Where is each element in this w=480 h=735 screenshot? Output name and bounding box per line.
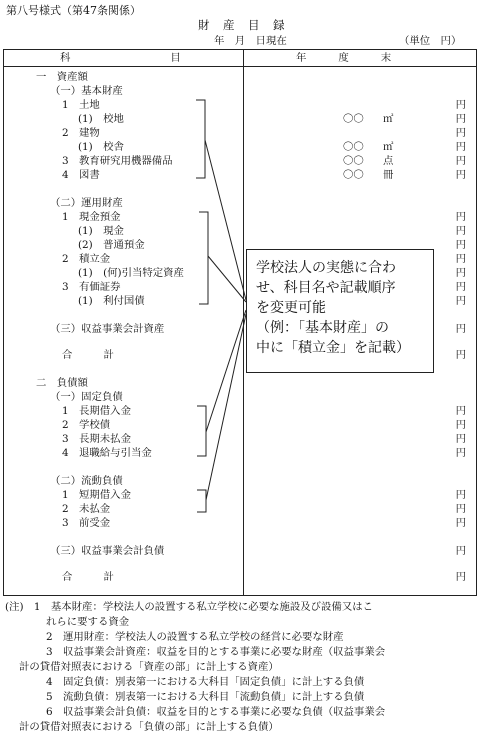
yen-unit: 円 — [455, 113, 466, 125]
header-divider — [4, 66, 476, 67]
notes-section — [5, 600, 477, 735]
quantity-placeholder: 〇〇 — [343, 113, 364, 125]
account-row-label: (1) 校地 — [78, 113, 124, 125]
quantity-unit: 点 — [383, 155, 394, 167]
quantity-unit: 冊 — [383, 169, 394, 181]
yen-unit: 円 — [455, 169, 466, 181]
yen-unit: 円 — [455, 489, 466, 501]
yen-unit: 円 — [455, 433, 466, 445]
yen-unit: 円 — [455, 211, 466, 223]
column-divider — [243, 50, 244, 595]
account-row-label: 3 教育研究用機器備品 — [62, 155, 173, 167]
account-row-label: 合 計 — [62, 349, 114, 361]
note-line: 6 収益事業会計負債：収益を目的とする事業に必要な負債（収益事業会 — [46, 706, 386, 718]
account-row-label: （一）固定負債 — [50, 391, 123, 403]
quantity-placeholder: 〇〇 — [343, 155, 364, 167]
account-row-label: 4 図書 — [62, 169, 100, 181]
note-line: 3 収益事業会計資産：収益を目的とする事業に必要な財産（収益事業会 — [46, 646, 386, 658]
document-title: 財 産 目 録 — [198, 18, 286, 32]
callout-line: 中に「積立金」を記載） — [256, 340, 410, 356]
yen-unit: 円 — [455, 155, 466, 167]
account-row-label: (1) 利付国債 — [78, 295, 145, 307]
account-row-label: （二）流動負債 — [50, 475, 123, 487]
yen-unit: 円 — [455, 447, 466, 459]
quantity-unit: ㎡ — [383, 141, 394, 153]
note-line: 5 流動負債：別表第一における大科目「流動負債」に計上する負債 — [46, 691, 365, 703]
account-row-label: (1) 校舎 — [78, 141, 124, 153]
account-row-label: 1 短期借入金 — [62, 489, 131, 501]
note-line: (注) 1 基本財産：学校法人の設置する私立学校に必要な施設及び設備又はこ — [5, 601, 373, 613]
account-row-label: 1 土地 — [62, 99, 100, 111]
column-header-fiscal-year: 年度末 — [296, 52, 424, 64]
yen-unit: 円 — [455, 323, 466, 335]
yen-unit: 円 — [455, 225, 466, 237]
account-row-label: 2 未払金 — [62, 503, 111, 515]
callout-line: を変更可能 — [256, 300, 326, 316]
account-row-label: 合 計 — [62, 571, 114, 583]
unit-label: （単位 円） — [399, 35, 462, 47]
account-row-label: 2 建物 — [62, 127, 100, 139]
quantity-placeholder: 〇〇 — [343, 141, 364, 153]
yen-unit: 円 — [455, 141, 466, 153]
account-row-label: 一 資産額 — [36, 71, 88, 83]
account-row-label: 3 長期未払金 — [62, 433, 131, 445]
account-row-label: (2) 普通預金 — [78, 239, 145, 251]
account-row-label: （二）運用財産 — [50, 197, 123, 209]
yen-unit: 円 — [455, 517, 466, 529]
account-row-label: （三）収益事業会計負債 — [50, 545, 165, 557]
quantity-placeholder: 〇〇 — [343, 169, 364, 181]
note-line: 2 運用財産：学校法人の設置する私立学校の経営に必要な財産 — [46, 631, 344, 643]
account-row-label: 2 積立金 — [62, 253, 111, 265]
yen-unit: 円 — [455, 295, 466, 307]
callout-line: （例：「基本財産」の — [256, 320, 389, 336]
yen-unit: 円 — [455, 281, 466, 293]
yen-unit: 円 — [455, 503, 466, 515]
account-row-label: (1) (何)引当特定資産 — [78, 267, 184, 279]
yen-unit: 円 — [455, 99, 466, 111]
annotation-callout — [246, 249, 434, 373]
account-row-label: 3 前受金 — [62, 517, 111, 529]
account-row-label: 3 有価証券 — [62, 281, 121, 293]
quantity-unit: ㎡ — [383, 113, 394, 125]
yen-unit: 円 — [455, 545, 466, 557]
note-line: れらに要する資金 — [46, 616, 130, 628]
account-row-label: （一）基本財産 — [50, 85, 123, 97]
note-line: 計の貸借対照表における「資産の部」に計上する資産） — [19, 661, 279, 673]
account-row-label: 二 負債額 — [36, 377, 88, 389]
account-row-label: 4 退職給与引当金 — [62, 447, 152, 459]
account-row-label: 1 現金預金 — [62, 211, 121, 223]
form-label: 第八号様式（第47条関係） — [6, 4, 141, 17]
account-row-label: 1 長期借入金 — [62, 405, 131, 417]
yen-unit: 円 — [455, 349, 466, 361]
account-row-label: (1) 現金 — [78, 225, 124, 237]
account-row-label: （三）収益事業会計資産 — [50, 323, 165, 335]
yen-unit: 円 — [455, 239, 466, 251]
yen-unit: 円 — [455, 253, 466, 265]
yen-unit: 円 — [455, 419, 466, 431]
column-header-subject: 科目 — [60, 52, 281, 64]
yen-unit: 円 — [455, 405, 466, 417]
callout-line: 学校法人の実態に合わ — [256, 260, 396, 276]
note-line: 計の貸借対照表における「負債の部」に計上する負債） — [19, 721, 279, 733]
yen-unit: 円 — [455, 571, 466, 583]
account-row-label: 2 学校債 — [62, 419, 111, 431]
yen-unit: 円 — [455, 267, 466, 279]
as-of-date: 年 月 日現在 — [214, 35, 287, 47]
yen-unit: 円 — [455, 127, 466, 139]
note-line: 4 固定負債：別表第一における大科目「固定負債」に計上する負債 — [46, 676, 365, 688]
callout-line: せ、科目名や記載順序 — [256, 280, 396, 296]
